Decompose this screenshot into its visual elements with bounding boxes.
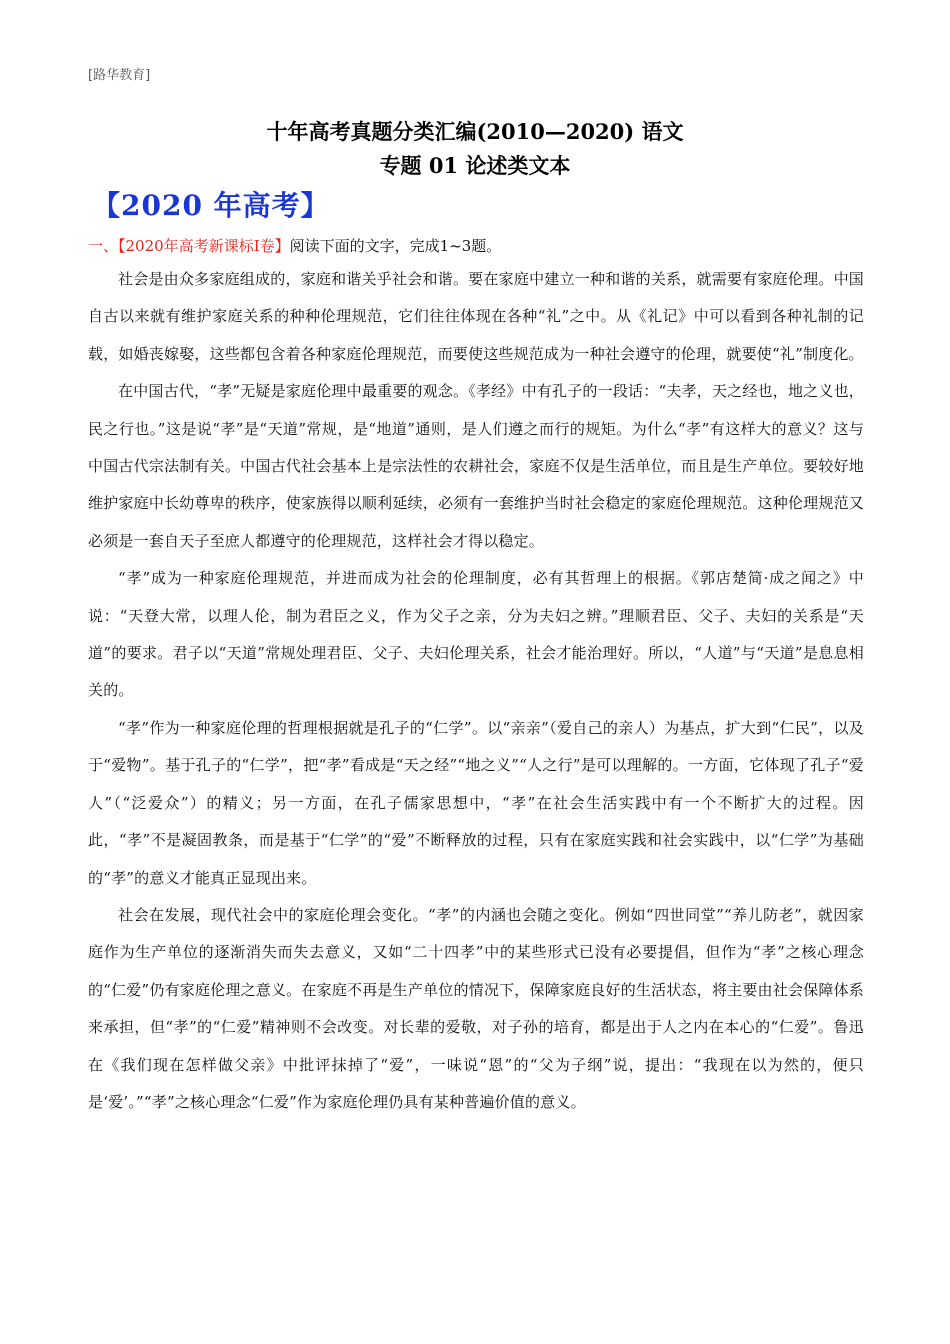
question-line xyxy=(88,236,501,256)
article-paragraph: 在中国古代，“孝”无疑是家庭伦理中最重要的观念。《孝经》中有孔子的一段话：“夫孝，天之经也，地之义也，民之行也。”这是说“孝”是“天道”常规，是“地道”通则，是人们遵之而行的规矩。为什么“孝”有这样大的意义？这与中国古代宗法制有关。中国古代社会基本上是宗法性的农耕社会，家庭不仅是生活单位，而且是生产单位。要较好地维护家庭中长幼尊卑的秩序，使家族得以顺利延续，必须有一套维护当时社会稳定的家庭伦理规范。这种伦理规范又必须是一套自天子至庶人都遵守的伦理规范，这样社会才得以稳定。 xyxy=(88,382,864,550)
question-number: 一、 xyxy=(88,237,119,255)
question-source: 【2020年高考新课标Ⅰ卷】 xyxy=(118,237,290,255)
article-body xyxy=(88,261,864,1121)
article-paragraph: 社会在发展，现代社会中的家庭伦理会变化。“孝”的内涵也会随之变化。例如“四世同堂”“养儿防老”，就因家庭作为生产单位的逐渐消失而失去意义，又如“二十四孝”中的某些形式已没有必要提倡，但作为“孝”之核心理念的“仁爱”仍有家庭伦理之意义。在家庭不再是生产单位的情况下，保障家庭良好的生活状态，将主要由社会保障体系来承担，但“孝”的“仁爱”精神则不会改变。对长辈的爱敬，对子孙的培育，都是出于人之内在本心的“仁爱”。鲁迅在《我们现在怎样做父亲》中批评抹掉了“爱”，一味说“恩”的“父为子纲”说，提出：“我现在以为然的，便只是‘爱’。”“孝”之核心理念“仁爱”作为家庭伦理仍具有某种普遍价值的意义。 xyxy=(88,905,864,1111)
article-paragraph: 社会是由众多家庭组成的，家庭和谐关乎社会和谐。要在家庭中建立一种和谐的关系，就需要有家庭伦理。中国自古以来就有维护家庭关系的种种伦理规范，它们往往体现在各种“礼”之中。从《礼记》中可以看到各种礼制的记载，如婚丧嫁娶，这些都包含着各种家庭伦理规范，而要使这些规范成为一种社会遵守的伦理，就要使“礼”制度化。 xyxy=(88,270,864,363)
header-tag: [路华教育] xyxy=(88,68,151,83)
section-heading: 【2020 年高考】 xyxy=(92,189,330,222)
question-instruction: 阅读下面的文字，完成1~3题。 xyxy=(289,237,502,255)
article-paragraph: “孝”作为一种家庭伦理的哲理根据就是孔子的“仁学”。以“亲亲”（爱自己的亲人）为基点，扩大到“仁民”，以及于“爱物”。基于孔子的“仁学”，把“孝”看成是“天之经”“地之义”“人之行”是可以理解的。一方面，它体现了孔子“爱人”（“泛爱众”）的精义；另一方面，在孔子儒家思想中，“孝”在社会生活实践中有一个不断扩大的过程。因此，“孝”不是凝固教条，而是基于“仁学”的“爱”不断释放的过程，只有在家庭实践和社会实践中，以“仁学”为基础的“孝”的意义才能真正显现出来。 xyxy=(88,718,864,887)
document-subtitle: 专题 01 论述类文本 xyxy=(379,153,571,178)
article-paragraph: “孝”成为一种家庭伦理规范，并进而成为社会的伦理制度，必有其哲理上的根据。《郭店楚简·成之闻之》中说：“天登大常，以理人伦，制为君臣之义，作为父子之亲，分为夫妇之辨。”理顺君臣、父子、夫妇的关系是“天道”的要求。君子以“天道”常规处理君臣、父子、夫妇伦理关系，社会才能治理好。所以，“人道”与“天道”是息息相关的。 xyxy=(88,569,864,700)
document-title: 十年高考真题分类汇编(2010—2020) 语文 xyxy=(266,119,684,144)
